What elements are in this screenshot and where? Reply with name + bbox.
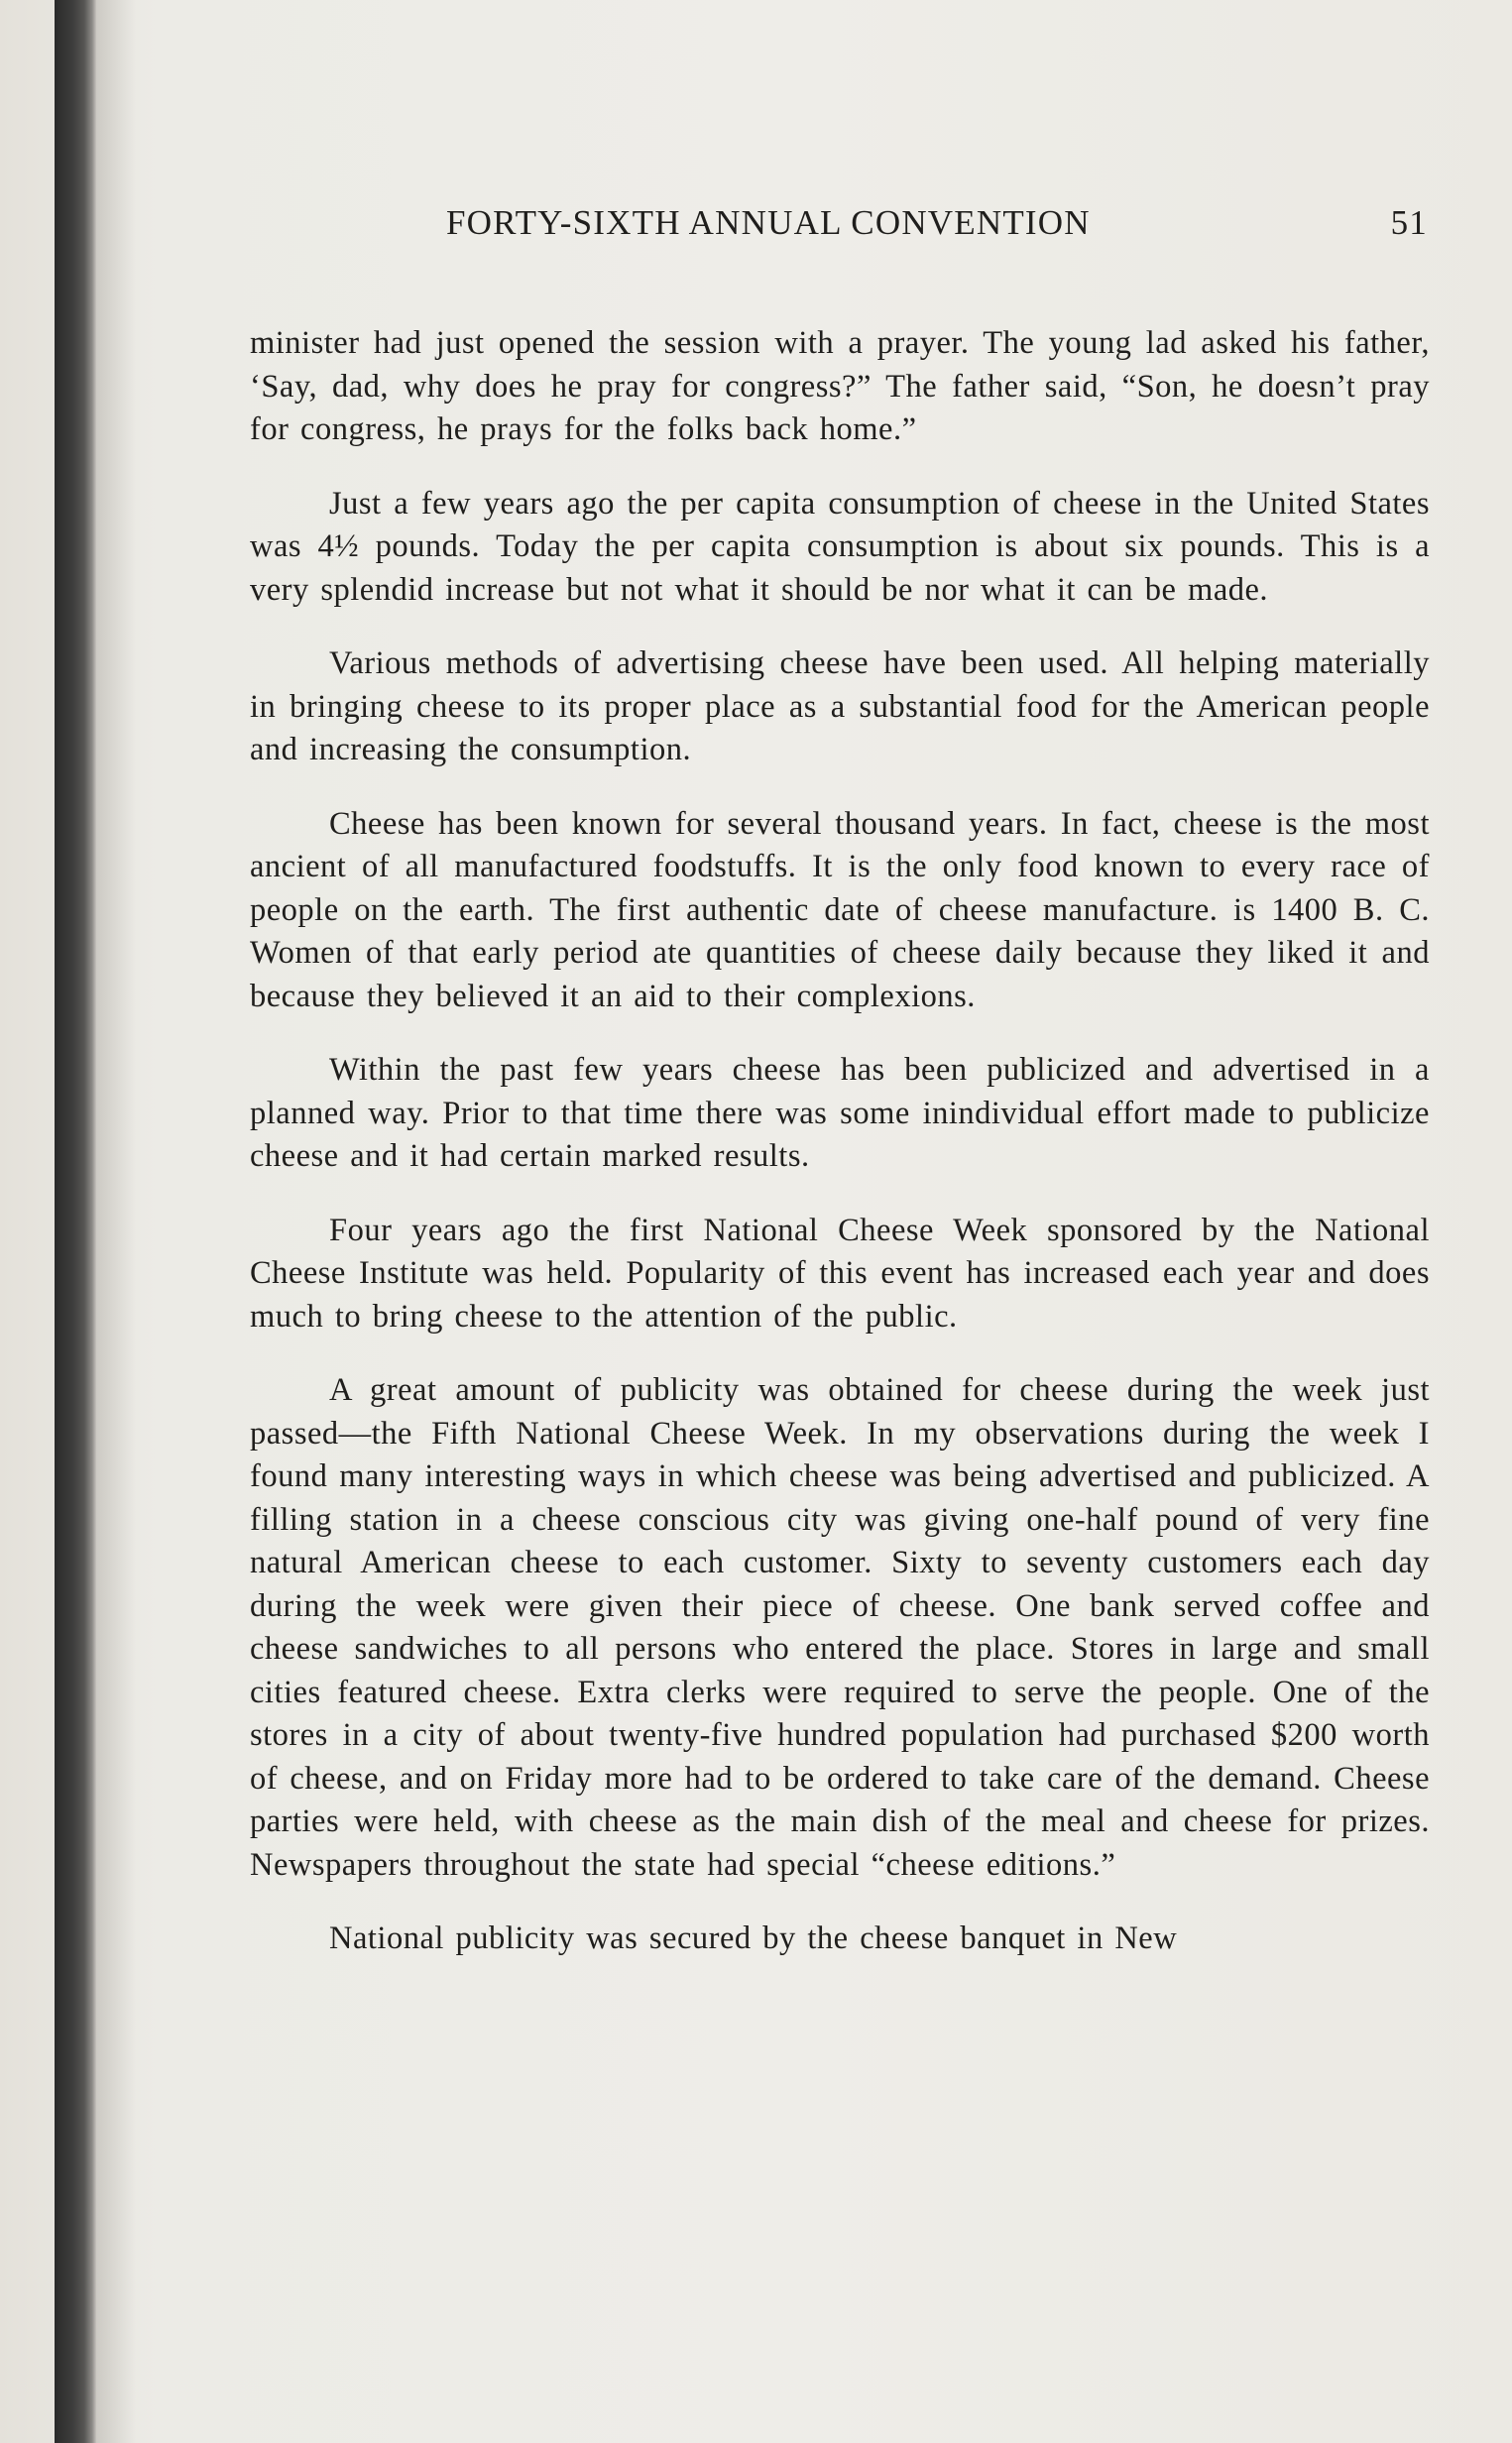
- page-header: [248, 203, 1428, 253]
- body-text: [250, 322, 1430, 1992]
- gutter-shadow: [96, 0, 136, 2443]
- paragraph: Cheese has been known for several thousand years. In fact, cheese is the most ancient of all manufactured foodstuffs. It is the only food known to every race of people on the earth. The first authentic date of cheese manufacture. is 1400 B. C. Women of that early period ate quantities of cheese daily because they liked it and because they believed it an aid to their complexions.: [250, 805, 1430, 1014]
- paragraph: Within the past few years cheese has been publicized and advertised in a planned way. Prior to that time there was some inindividual effort made to publicize cheese and it had certain marked results.: [250, 1052, 1430, 1174]
- paragraph: A great amount of publicity was obtained for cheese during the week just passed—the Fifth National Cheese Week. In my observations during the week I found many interesting ways in which cheese was being advertised and publicized. A filling station in a cheese conscious city was giving one-half pound of very fine natural American cheese to each customer. Sixty to seventy customers each day during the week were given their piece of cheese. One bank served coffee and cheese sandwiches to all persons who entered the place. Stores in large and small cities featured cheese. Extra clerks were required to serve the people. One of the stores in a city of about twenty-five hundred population had purchased $200 worth of cheese, and on Friday more had to be ordered to take care of the demand. Cheese parties were held, with cheese as the main dish of the meal and cheese for prizes. Newspapers throughout the state had special “cheese editions.”: [250, 1372, 1430, 1883]
- paragraph-truncated: National publicity was secured by the cheese banquet in New: [329, 1920, 1178, 1956]
- paragraph-continued: minister had just opened the session with a prayer. The young lad asked his father, ‘Say, dad, why does he pray for congress?” The father said, “Son, he doesn’t pray for congress, he prays for the folks back home.”: [250, 325, 1430, 447]
- paragraph: Just a few years ago the per capita consumption of cheese in the United States was 4½ pounds. Today the per capita consumption is about six pounds. This is a very splendid increase but not what it should be nor what it can be made.: [250, 485, 1430, 608]
- page-number: 51: [1390, 203, 1428, 242]
- book-binding-edge: [55, 0, 96, 2443]
- paragraph: Various methods of advertising cheese have been used. All helping materially in bringing cheese to its proper place as a substantial food for the American people and increasing the consumption.: [250, 645, 1430, 767]
- running-title: FORTY-SIXTH ANNUAL CONVENTION: [446, 203, 1091, 242]
- paragraph: Four years ago the first National Cheese Week sponsored by the National Cheese Institute was held. Popularity of this event has increased each year and does much to bring cheese to the attention of the public.: [250, 1212, 1430, 1335]
